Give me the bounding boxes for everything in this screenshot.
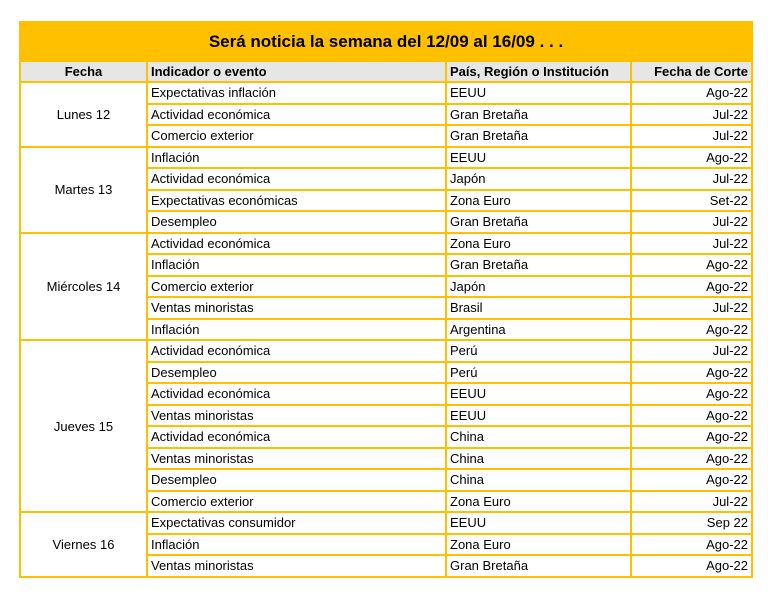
- table-row: [20, 340, 752, 362]
- fecha-corte-cell: Ago-22: [631, 405, 752, 427]
- pais-cell: Argentina: [446, 319, 631, 341]
- fecha-corte-cell: Ago-22: [631, 276, 752, 298]
- title-row: [20, 22, 752, 61]
- fecha-corte-cell: Ago-22: [631, 534, 752, 556]
- pais-cell: Gran Bretaña: [446, 555, 631, 577]
- indicador-cell: Comercio exterior: [147, 276, 446, 298]
- agenda-table-container: [19, 21, 751, 578]
- table-row: [20, 233, 752, 255]
- fecha-corte-cell: Ago-22: [631, 383, 752, 405]
- indicador-cell: Actividad económica: [147, 104, 446, 126]
- fecha-corte-cell: Jul-22: [631, 104, 752, 126]
- fecha-corte-cell: Sep 22: [631, 512, 752, 534]
- pais-cell: China: [446, 426, 631, 448]
- header-pais: País, Región o Institución: [446, 61, 631, 82]
- pais-cell: China: [446, 448, 631, 470]
- indicador-cell: Ventas minoristas: [147, 405, 446, 427]
- fecha-corte-cell: Ago-22: [631, 469, 752, 491]
- indicador-cell: Ventas minoristas: [147, 297, 446, 319]
- indicador-cell: Expectativas inflación: [147, 82, 446, 104]
- pais-cell: Zona Euro: [446, 190, 631, 212]
- table-row: [20, 512, 752, 534]
- indicador-cell: Inflación: [147, 534, 446, 556]
- pais-cell: EEUU: [446, 147, 631, 169]
- indicador-cell: Desempleo: [147, 211, 446, 233]
- pais-cell: Zona Euro: [446, 491, 631, 513]
- fecha-corte-cell: Ago-22: [631, 555, 752, 577]
- fecha-corte-cell: Set-22: [631, 190, 752, 212]
- indicador-cell: Inflación: [147, 147, 446, 169]
- header-fecha-corte: Fecha de Corte: [631, 61, 752, 82]
- fecha-corte-cell: Jul-22: [631, 491, 752, 513]
- pais-cell: Japón: [446, 276, 631, 298]
- pais-cell: Gran Bretaña: [446, 254, 631, 276]
- pais-cell: China: [446, 469, 631, 491]
- pais-cell: Perú: [446, 362, 631, 384]
- pais-cell: Zona Euro: [446, 233, 631, 255]
- header-fecha: Fecha: [20, 61, 147, 82]
- header-indicador: Indicador o evento: [147, 61, 446, 82]
- indicador-cell: Actividad económica: [147, 233, 446, 255]
- pais-cell: EEUU: [446, 512, 631, 534]
- fecha-corte-cell: Jul-22: [631, 168, 752, 190]
- pais-cell: Zona Euro: [446, 534, 631, 556]
- table-title: Será noticia la semana del 12/09 al 16/09 . . .: [20, 22, 752, 61]
- fecha-corte-cell: Ago-22: [631, 82, 752, 104]
- fecha-corte-cell: Jul-22: [631, 233, 752, 255]
- agenda-table: [19, 21, 753, 578]
- pais-cell: Japón: [446, 168, 631, 190]
- table-row: [20, 147, 752, 169]
- indicador-cell: Ventas minoristas: [147, 555, 446, 577]
- fecha-corte-cell: Ago-22: [631, 147, 752, 169]
- table-body: [20, 82, 752, 577]
- pais-cell: Gran Bretaña: [446, 104, 631, 126]
- indicador-cell: Inflación: [147, 254, 446, 276]
- pais-cell: EEUU: [446, 383, 631, 405]
- indicador-cell: Actividad económica: [147, 383, 446, 405]
- fecha-corte-cell: Jul-22: [631, 211, 752, 233]
- fecha-corte-cell: Jul-22: [631, 340, 752, 362]
- pais-cell: EEUU: [446, 82, 631, 104]
- fecha-corte-cell: Ago-22: [631, 254, 752, 276]
- fecha-corte-cell: Jul-22: [631, 297, 752, 319]
- fecha-cell: Jueves 15: [20, 340, 147, 512]
- indicador-cell: Desempleo: [147, 469, 446, 491]
- indicador-cell: Comercio exterior: [147, 491, 446, 513]
- fecha-corte-cell: Ago-22: [631, 319, 752, 341]
- indicador-cell: Inflación: [147, 319, 446, 341]
- fecha-cell: Miércoles 14: [20, 233, 147, 341]
- fecha-corte-cell: Jul-22: [631, 125, 752, 147]
- indicador-cell: Actividad económica: [147, 340, 446, 362]
- indicador-cell: Expectativas económicas: [147, 190, 446, 212]
- indicador-cell: Ventas minoristas: [147, 448, 446, 470]
- pais-cell: Gran Bretaña: [446, 125, 631, 147]
- fecha-corte-cell: Ago-22: [631, 362, 752, 384]
- pais-cell: Brasil: [446, 297, 631, 319]
- table-row: [20, 82, 752, 104]
- fecha-cell: Viernes 16: [20, 512, 147, 577]
- fecha-corte-cell: Ago-22: [631, 426, 752, 448]
- indicador-cell: Actividad económica: [147, 426, 446, 448]
- pais-cell: Perú: [446, 340, 631, 362]
- indicador-cell: Actividad económica: [147, 168, 446, 190]
- header-row: [20, 61, 752, 82]
- pais-cell: Gran Bretaña: [446, 211, 631, 233]
- fecha-corte-cell: Ago-22: [631, 448, 752, 470]
- fecha-cell: Martes 13: [20, 147, 147, 233]
- pais-cell: EEUU: [446, 405, 631, 427]
- indicador-cell: Desempleo: [147, 362, 446, 384]
- indicador-cell: Comercio exterior: [147, 125, 446, 147]
- indicador-cell: Expectativas consumidor: [147, 512, 446, 534]
- fecha-cell: Lunes 12: [20, 82, 147, 147]
